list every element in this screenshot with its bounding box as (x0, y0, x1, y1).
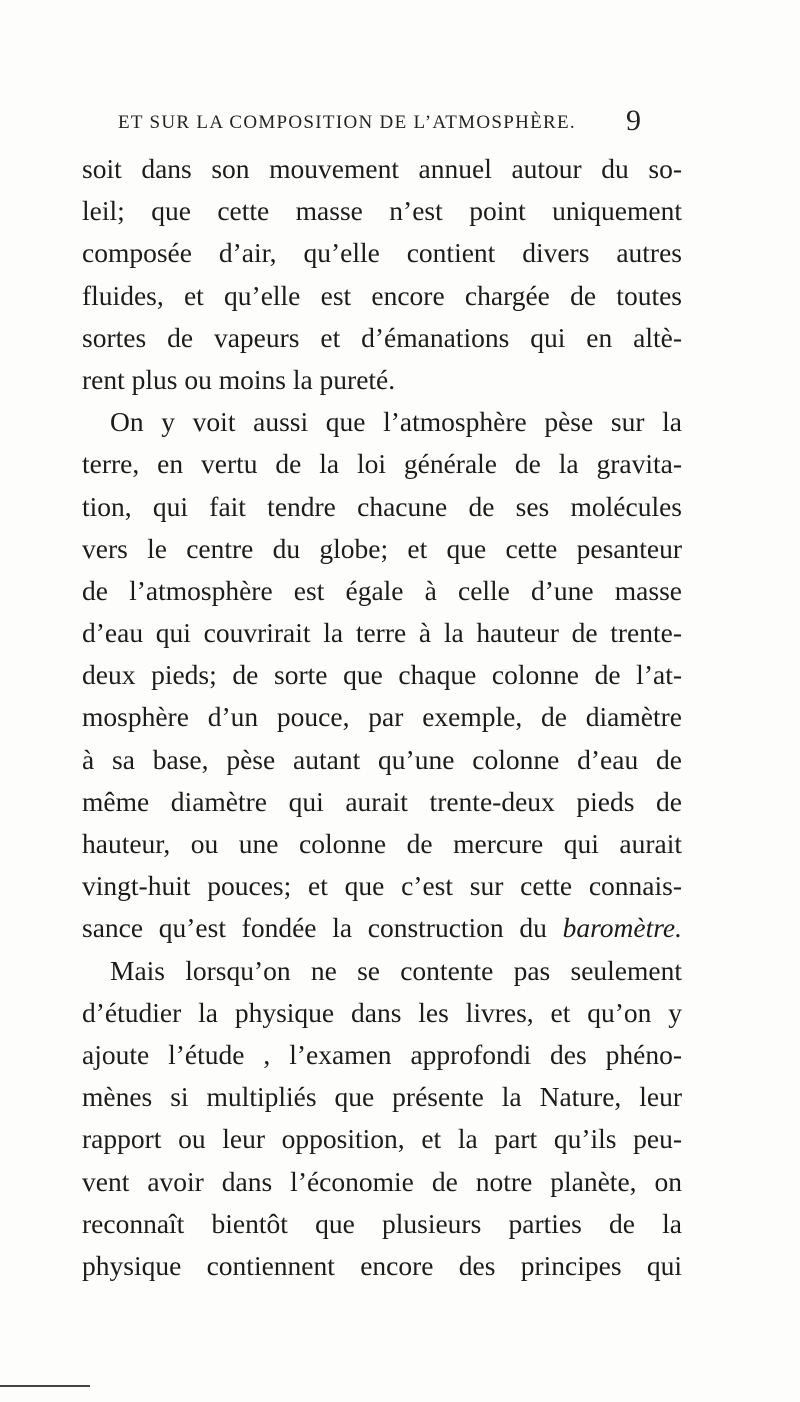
text-line: physique contiennent encore des principes qui (82, 1249, 682, 1281)
text-line: hauteur, ou une colonne de mercure qui aurait (82, 828, 682, 859)
text-line: vent avoir dans l’économie de notre planète, on (82, 1165, 682, 1197)
text-line: terre, en vertu de la loi générale de la gravita- (82, 448, 682, 480)
text-line: mosphère d’un pouce, par exemple, de diamètre (82, 701, 682, 733)
text-line: fluides, et qu’elle est encore chargée de toutes (82, 279, 682, 311)
text-line: à sa base, pèse autant qu’une colonne d’eau de (82, 743, 682, 775)
text-fragment: sance qu’est fondée la construction du (82, 912, 547, 944)
running-head: ET SUR LA COMPOSITION DE L’ATMOSPHÈRE. (118, 112, 576, 133)
text-line: vingt-huit pouces; et que c’est sur cette connais- (82, 870, 682, 902)
italic-term: baromètre. (562, 912, 682, 944)
text-line: rapport ou leur opposition, et la part qu’ils peu- (82, 1123, 682, 1155)
text-line: d’étudier la physique dans les livres, et qu’on y (82, 996, 682, 1028)
text-line: tion, qui fait tendre chacune de ses molécules (82, 490, 682, 522)
text-line: rent plus ou moins la pureté. (82, 363, 396, 395)
text-line: composée d’air, qu’elle contient divers autres (82, 237, 682, 269)
text-line: d’eau qui couvrirait la terre à la hauteur de trente- (82, 617, 682, 649)
text-line: soit dans son mouvement annuel autour du so- (82, 153, 682, 184)
page-edge-rule (0, 1385, 90, 1387)
text-line: même diamètre qui aurait trente-deux pieds de (82, 785, 682, 817)
body-text (82, 148, 682, 1287)
text-line: de l’atmosphère est égale à celle d’une masse (82, 574, 682, 606)
text-line: leil; que cette masse n’est point uniquement (82, 195, 682, 227)
text-line: reconnaît bientôt que plusieurs parties de la (82, 1207, 682, 1239)
text-line: mènes si multipliés que présente la Nature, leur (82, 1081, 682, 1113)
text-line: ajoute l’étude , l’examen approfondi des phéno- (82, 1038, 682, 1070)
page-number: 9 (626, 104, 641, 137)
paragraph-start-line: Mais lorsqu’on ne se contente pas seulement (110, 954, 682, 986)
text-line-with-italic (82, 907, 682, 949)
paragraph-start-line: On y voit aussi que l’atmosphère pèse sur la (110, 406, 682, 438)
text-line: deux pieds; de sorte que chaque colonne de l’at- (82, 659, 682, 691)
text-line: vers le centre du globe; et que cette pesanteur (82, 532, 682, 564)
text-line: sortes de vapeurs et d’émanations qui en altè- (82, 321, 682, 353)
